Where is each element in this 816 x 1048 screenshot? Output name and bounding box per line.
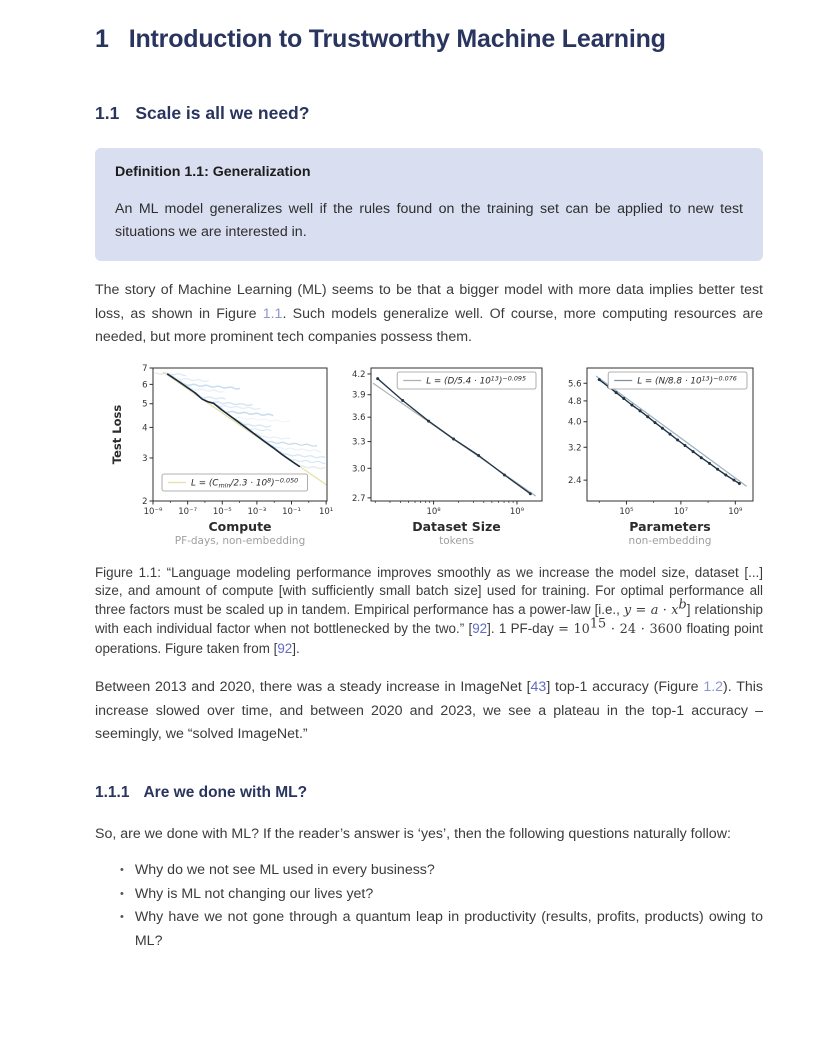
chapter-title-text: Introduction to Trustworthy Machine Learning [128, 25, 666, 53]
citation-92-link[interactable]: 92 [472, 621, 488, 637]
questions-list [95, 859, 763, 953]
paragraph-imagenet: Between 2013 and 2020, there was a steady increase in ImageNet [43] top-1 accuracy (Figure 1.2). This increase slowed over time, and between 2020 and 2023, we see a plateau in the top-1 accuracy – seemingly, we “solved ImageNet.” [95, 679, 764, 743]
svg-text:7: 7 [142, 363, 148, 374]
svg-text:3.0: 3.0 [351, 463, 366, 474]
chapter-number: 1 [95, 25, 109, 53]
svg-text:PF-days, non-embedding: PF-days, non-embedding [174, 534, 306, 547]
svg-text:3.2: 3.2 [567, 442, 582, 453]
svg-text:10⁻⁷: 10⁻⁷ [178, 506, 197, 517]
definition-title: Definition 1.1: Generalization [115, 164, 311, 180]
section-number: 1.1 [95, 103, 120, 123]
bullet-text: Why is ML not changing our lives yet? [134, 885, 374, 902]
svg-text:4.2: 4.2 [351, 369, 366, 380]
compute-loss-chart [109, 362, 333, 548]
svg-text:L = (Cmin/2.3 · 108)−0.050: $L = (C_{min}/2.3 \cdot 10^8)^{-0.050}$ [191, 476, 299, 489]
citation-92-link[interactable]: 92 [277, 640, 293, 656]
figure-1-1 [109, 362, 763, 548]
svg-text:10⁷: 10⁷ [673, 506, 689, 517]
svg-text:10⁻³: 10⁻³ [247, 506, 267, 517]
parameters-loss-chart [557, 362, 763, 548]
svg-text:L = (D/5.4 · 1013)−0.095: $L = (D/5.4 \cdot 10^{13})^{-0.095}$ [426, 374, 527, 387]
svg-text:10⁻¹: 10⁻¹ [282, 506, 301, 517]
svg-text:10⁸: 10⁸ [426, 506, 441, 517]
figure-1-1-link[interactable]: 1.1 [262, 305, 283, 322]
svg-text:2: 2 [142, 496, 148, 507]
svg-text:10⁻⁵: 10⁻⁵ [212, 506, 232, 517]
citation-43-link[interactable]: 43 [530, 679, 547, 696]
svg-text:10⁻⁹: 10⁻⁹ [143, 506, 163, 517]
figure-caption: Figure 1.1: “Language modeling performance improves smoothly as we increase the model size, dataset [...] size, and amount of compute [with sufficiently small batch size] used for training. For optimal performance all three factors must be scaled up in tandem. Empirical performance has a power-law [i.e., $y = a \cdot x^b$] relationship with each individual factor when not bottlenecked by the two.” [92]. 1 $PF-day = 10^{15} \cdot 24 \cdot 3600$ floating point operations. Figure taken from [92]. [95, 564, 764, 656]
svg-text:3.6: 3.6 [351, 412, 366, 423]
definition-box [95, 148, 763, 261]
svg-text:Parameters: Parameters [629, 518, 711, 534]
svg-text:non-embedding: non-embedding [628, 534, 712, 547]
svg-text:3: 3 [142, 453, 148, 464]
section-heading [95, 100, 763, 126]
subsection-number: 1.1.1 [95, 783, 130, 801]
svg-text:tokens: tokens [439, 534, 474, 547]
svg-text:5.6: 5.6 [567, 378, 582, 389]
svg-text:4.8: 4.8 [567, 396, 582, 407]
svg-text:4.0: 4.0 [567, 417, 582, 428]
bullet-icon: • [120, 911, 124, 924]
svg-text:10⁹: 10⁹ [509, 506, 525, 517]
list-item [120, 859, 763, 883]
subsection-heading [95, 781, 763, 805]
svg-text:6: 6 [142, 379, 148, 390]
bullet-icon: • [120, 887, 124, 900]
section-heading-text: Scale is all we need? [135, 103, 310, 123]
svg-text:3.3: 3.3 [351, 437, 366, 448]
svg-text:2.7: 2.7 [351, 493, 366, 504]
definition-body: An ML model generalizes well if the rules found on the training set can be applied to new test situations we are interested in. [115, 201, 743, 240]
bullet-text: Why do we not see ML used in every business? [134, 862, 435, 879]
chapter-title [95, 16, 763, 62]
svg-text:Compute: Compute [208, 518, 272, 534]
paragraph-scaling: The story of Machine Learning (ML) seems to be that a bigger model with more data implies better test loss, as shown in Figure 1.1. Such models generalize well. Of course, more computing resources are needed, but more prominent tech companies possess them. [95, 282, 763, 345]
svg-text:4: 4 [142, 422, 148, 433]
svg-text:Dataset Size: Dataset Size [412, 518, 501, 534]
svg-text:Test Loss: Test Loss [110, 404, 124, 464]
list-item [120, 906, 763, 953]
svg-text:10¹: 10¹ [319, 506, 333, 517]
subsection-heading-text: Are we done with ML? [143, 783, 308, 801]
paragraph-done-with-ml: So, are we done with ML? If the reader’s answer is ‘yes’, then the following questions naturally follow: [95, 825, 731, 842]
dataset-size-loss-chart [341, 362, 549, 548]
list-item [120, 883, 763, 907]
svg-text:L = (N/8.8 · 1013)−0.076: $L = (N/8.8 \cdot 10^{13})^{-0.076}$ [637, 374, 737, 387]
svg-text:2.4: 2.4 [567, 475, 582, 486]
figure-1-2-link[interactable]: 1.2 [703, 679, 724, 696]
bullet-icon: • [120, 864, 124, 877]
svg-text:5: 5 [142, 399, 148, 410]
svg-text:3.9: 3.9 [351, 390, 366, 401]
svg-text:10⁹: 10⁹ [728, 506, 743, 517]
svg-text:10⁵: 10⁵ [619, 506, 634, 517]
bullet-text: Why have we not gone through a quantum leap in productivity (results, profits, products) owing to ML? [134, 909, 763, 949]
